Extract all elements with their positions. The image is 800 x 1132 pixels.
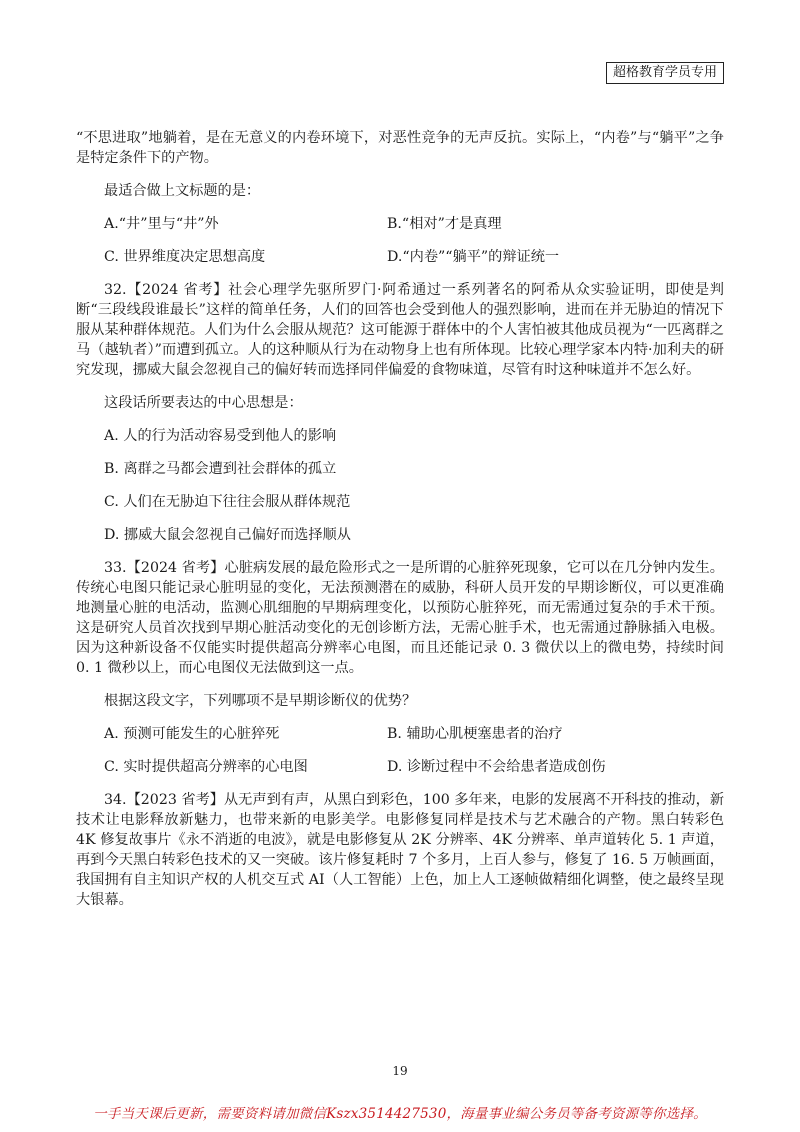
q31-option-b: B.“相对”才是真理 [387, 216, 502, 232]
q33-body: 心脏病发展的最危险形式之一是所谓的心脏猝死现象，它可以在几分钟内发生。传统心电图只能记录心脏明显的变化，无法预测潜在的威胁，科研人员开发的早期诊断仪，可以更准确地测量心脏的电活动，监测心肌细胞的早期病理变化，以预防心脏猝死，而无需通过复杂的手术干预。这是研究人员首次找到早期心脏活动变化的无创诊断方法，无需心脏手术，也无需通过静脉插入电极。因为这种新设备不仅能实时提供超高分辨率心电图，而且还能记录 0. 3 微伏以上的微电势，持续时间 0. 1 微秒以上，而心电图仪无法做到这一点。 [76, 560, 724, 676]
q33-prompt: 根据这段文字，下列哪项不是早期诊断仪的优势？ [104, 693, 417, 709]
q33-stem [76, 558, 724, 678]
q33-option-c: C. 实时提供超高分辨率的心电图 [104, 759, 308, 775]
q31-option-c: C. 世界维度决定思想高度 [104, 249, 266, 265]
footer-note: 一手当天课后更新，需要资料请加微信Kszx3514427530，海量事业编公务员等备考资源等你选择。 [93, 1106, 707, 1122]
q32-stem [76, 280, 724, 380]
q32-option-c: C. 人们在无胁迫下往往会服从群体规范 [104, 494, 351, 510]
intro-paragraph: “不思进取”地躺着，是在无意义的内卷环境下，对恶性竞争的无声反抗。实际上，“内卷”与“躺平”之争是特定条件下的产物。 [76, 130, 724, 166]
q33-options-row-2 [104, 757, 724, 777]
q33-number: 33.【2024 省考】 [104, 560, 225, 576]
page-number: 19 [392, 1064, 408, 1078]
q31-option-d: D.“内卷”“躺平”的辩证统一 [387, 249, 560, 265]
q31-options-row-1 [104, 214, 724, 234]
q32-body: 社会心理学先驱所罗门·阿希通过一系列著名的阿希从众实验证明，即使是判断“三段线段谁最长”这样的简单任务，人们的回答也会受到他人的强烈影响，进而在并无胁迫的情况下服从某种群体规范。人们为什么会服从规范？这可能源于群体中的个人害怕被其他成员视为“一匹离群之马（越轨者）”而遭到孤立。人的这种顺从行为在动物身上也有所体现。比较心理学家本内特·加利夫的研究发现，挪威大鼠会忽视自己的偏好转而选择同伴偏爱的食物味道，尽管有时这种味道并不怎么好。 [76, 282, 724, 378]
q31-options-row-2 [104, 247, 724, 267]
header-stamp: 超格教育学员专用 [606, 62, 724, 84]
q33-option-d: D. 诊断过程中不会给患者造成创伤 [387, 759, 606, 775]
page-content [76, 128, 724, 923]
q32-option-b: B. 离群之马都会遭到社会群体的孤立 [104, 461, 337, 477]
q32-option-a: A. 人的行为活动容易受到他人的影响 [104, 428, 337, 444]
q31-prompt: 最适合做上文标题的是： [104, 183, 261, 199]
q34-body: 从无声到有声，从黑白到彩色，100 多年来，电影的发展离不开科技的推动，新技术让电影释放新魅力，也带来新的电影美学。电影修复同样是技术与艺术融合的产物。黑白转彩色 4K 修复故事片《永不消逝的电波》，就是电影修复从 2K 分辨率、4K 分辨率、单声道转化 5. 1 声道，再到今天黑白转彩色技术的又一突破。该片修复耗时 7 个多月，上百人参与，修复了 16. 5 万帧画面，我国拥有自主知识产权的人机交互式 AI（人工智能）上色，加上人工逐帧做精细化调整，使之最终呈现大银幕。 [76, 792, 725, 908]
q32-number: 32.【2024 省考】 [104, 282, 229, 298]
q33-options-row-1 [104, 724, 724, 744]
q34-stem [76, 790, 724, 910]
q31-option-a: A.“井”里与“井”外 [104, 216, 219, 232]
q32-prompt: 这段话所要表达的中心思想是： [104, 395, 303, 411]
q33-option-b: B. 辅助心肌梗塞患者的治疗 [387, 726, 563, 742]
q32-option-d: D. 挪威大鼠会忽视自己偏好而选择顺从 [104, 527, 351, 543]
q34-number: 34.【2023 省考】 [104, 792, 224, 808]
q33-option-a: A. 预测可能发生的心脏猝死 [104, 726, 280, 742]
